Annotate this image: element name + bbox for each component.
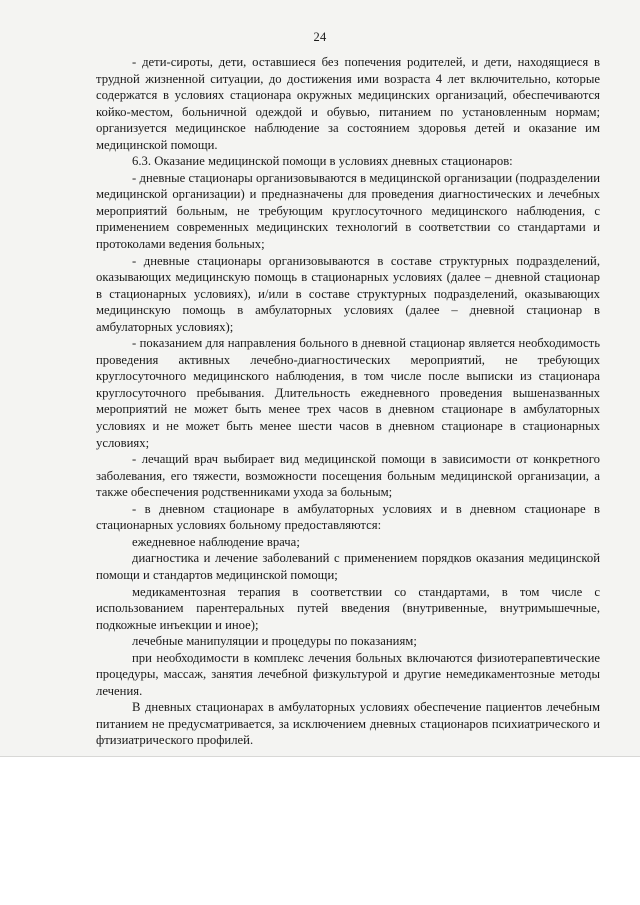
page-number: 24 (313, 30, 327, 44)
paragraph-orphans: - дети-сироты, дети, оставшиеся без попечения родителей, и дети, находящиеся в трудной жизненной ситуации, до достижения ими возраста 4 лет включительно, которые содержатся в условиях стационара окружных медицинских организаций, обеспечиваются койко-местом, больничной одеждой и обувью, питанием по установленным нормам; организуется медицинское наблюдение за состоянием здоровья детей и оказание им медицинской помощи. (96, 55, 600, 152)
document-body (96, 54, 600, 749)
paragraph-procedures: лечебные манипуляции и процедуры по показаниям; (132, 634, 417, 649)
paragraph-drug-therapy: медикаментозная терапия в соответствии со стандартами, в том числе с использованием парентеральных путей введения (внутривенные, внутримышечные, подкожные инъекции и иное); (96, 584, 600, 632)
paragraph-day-hospital-purpose: - дневные стационары организовываются в медицинской организации (подразделении медицинской организации) и предназначены для проведения диагностических и лечебных мероприятий больным, не требующим круглосуточного медицинского наблюдения, с применением современных медицинских технологий в соответствии со стандартами и протоколами ведения больных; (96, 170, 600, 252)
paragraph-daily-observation: ежедневное наблюдение врача; (132, 534, 300, 549)
blank-area (0, 757, 640, 905)
paragraph-nutrition: В дневных стационарах в амбулаторных условиях обеспечение пациентов лечебным питанием не предусматривается, за исключением дневных стационаров психиатрического и фтизиатрического профилей. (96, 700, 600, 748)
section-heading-6-3: 6.3. Оказание медицинской помощи в условиях дневных стационаров: (132, 154, 513, 169)
paragraph-diagnostics: диагностика и лечение заболеваний с применением порядков оказания медицинской помощи и стандартов медицинской помощи; (96, 551, 600, 582)
paragraph-referral-indication: - показанием для направления больного в дневной стационар является необходимость проведения активных лечебно-диагностических мероприятий, не требующих круглосуточного медицинского наблюдения, в том числе после выписки из стационара круглосуточного пребывания. Длительность ежедневного проведения вышеназванных мероприятий не может быть менее трех часов в дневном стационаре в амбулаторных условиях и не может быть менее шести часов в дневном стационаре в стационарных условиях; (96, 336, 600, 450)
paragraph-physiotherapy: при необходимости в комплекс лечения больных включаются физиотерапевтические процедуры, массаж, занятия лечебной физкультурой и другие немедикаментозные методы лечения. (96, 650, 600, 698)
paragraph-day-hospital-structure: - дневные стационары организовываются в составе структурных подразделений, оказывающих медицинскую помощь в стационарных условиях (далее – дневной стационар в стационарных условиях), и/или в составе структурных подразделений, оказывающих медицинскую помощь в амбулаторных условиях (далее – дневной стационар в амбулаторных условиях); (96, 253, 600, 334)
paragraph-services-intro: - в дневном стационаре в амбулаторных условиях и в дневном стационаре в стационарных условиях больному предоставляются: (96, 501, 600, 533)
paragraph-attending-doctor: - лечащий врач выбирает вид медицинской помощи в зависимости от конкретного заболевания, его тяжести, возможности посещения больным медицинской организации, а также обеспечения родственниками ухода за больным; (96, 452, 600, 500)
